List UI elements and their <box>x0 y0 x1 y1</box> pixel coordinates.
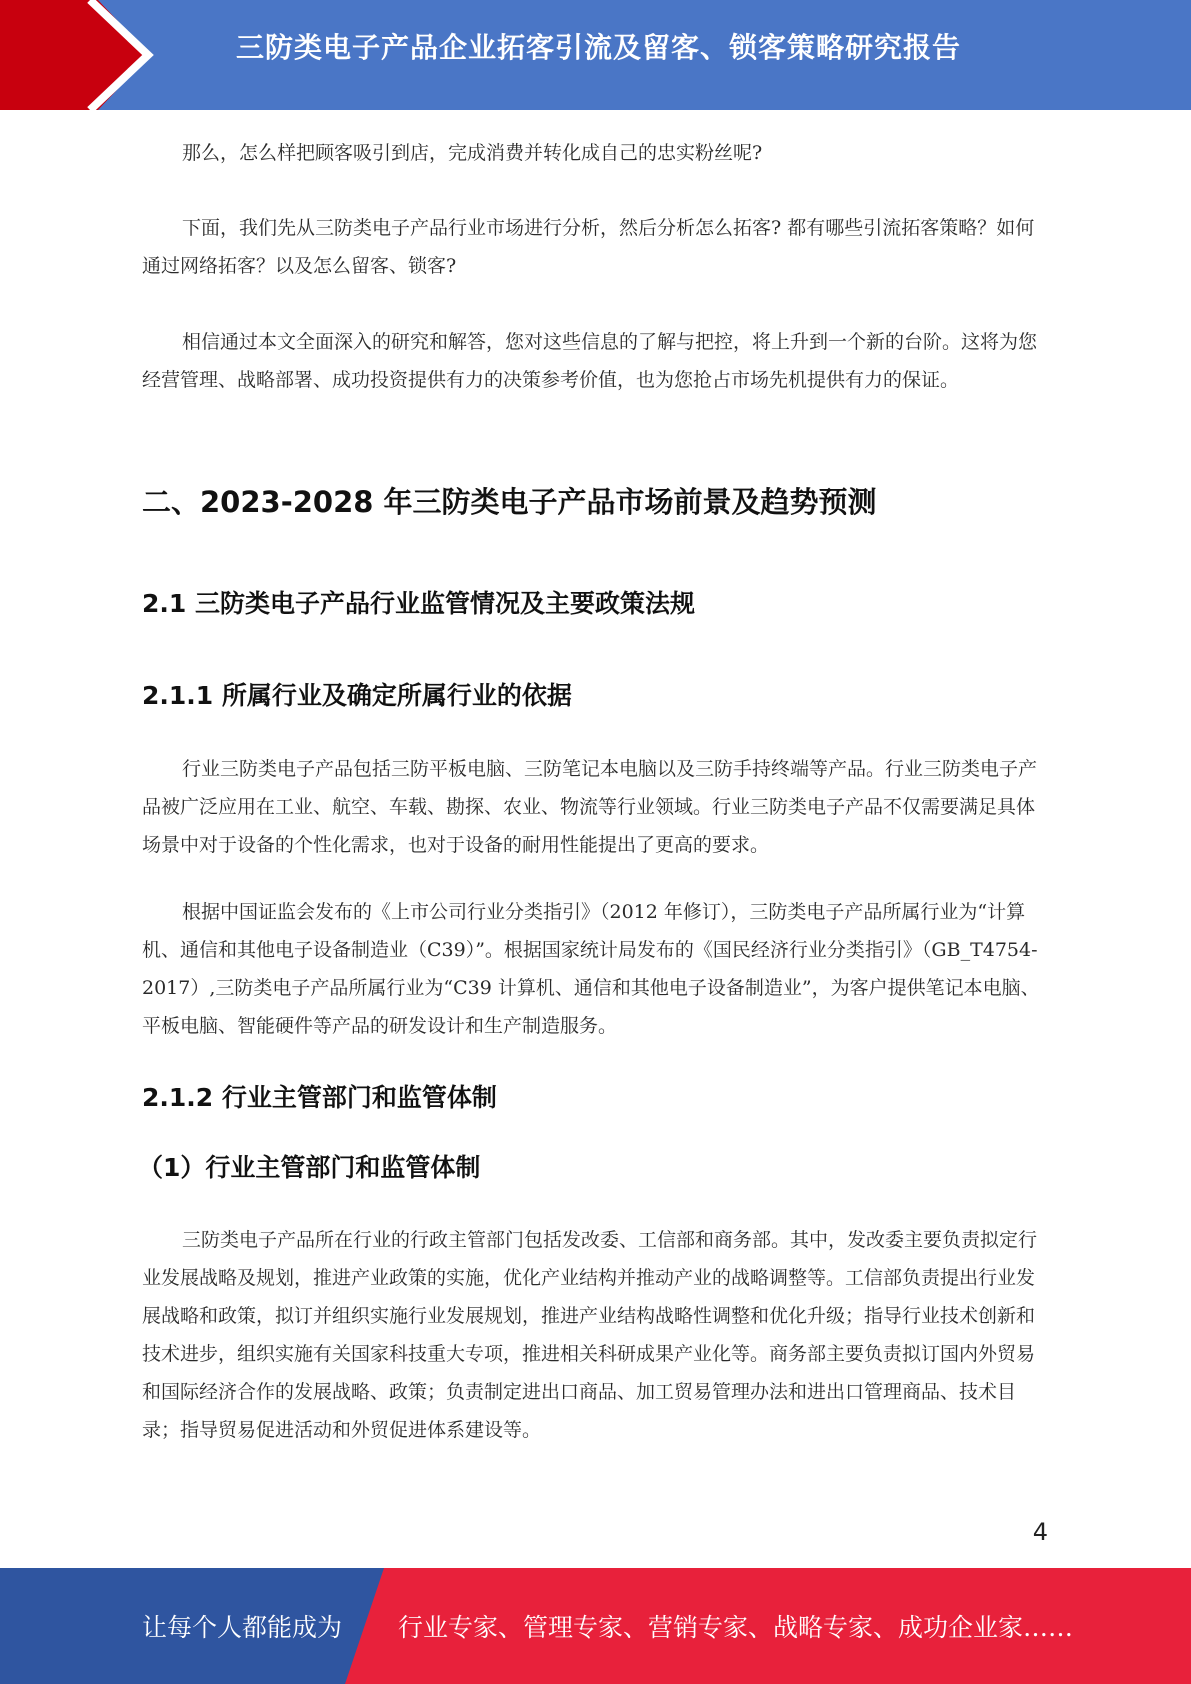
paragraph-value-statement: 相信通过本文全面深入的研究和解答，您对这些信息的了解与把控，将上升到一个新的台阶。这将为您经营管理、战略部署、成功投资提供有力的决策参考价值，也为您抢占市场先机提供有力的保证。 <box>142 331 1038 391</box>
paragraph-regulators: 三防类电子产品所在行业的行政主管部门包括发改委、工信部和商务部。其中，发改委主要负责拟定行业发展战略及规划，推进产业政策的实施，优化产业结构并推动产业的战略调整等。工信部负责提出行业发展战略和政策，拟订并组织实施行业发展规划，推进产业结构战略性调整和优化升级；指导行业技术创新和技术进步，组织实施有关国家科技重大专项，推进相关科研成果产业化等。商务部主要负责拟订国内外贸易和国际经济合作的发展战略、政策；负责制定进出口商品、加工贸易管理办法和进出口管理商品、技术目录；指导贸易促进活动和外贸促进体系建设等。 <box>142 1229 1038 1441</box>
page-number: 4 <box>1032 1518 1048 1546</box>
paragraph-industry-scope: 行业三防类电子产品包括三防平板电脑、三防笔记本电脑以及三防手持终端等产品。行业三防类电子产品被广泛应用在工业、航空、车载、勘探、农业、物流等行业领域。行业三防类电子产品不仅需要满足具体场景中对于设备的个性化需求，也对于设备的耐用性能提出了更高的要求。 <box>142 758 1038 856</box>
page-footer <box>0 1568 1191 1684</box>
section-heading-2-1-2: 2.1.2 行业主管部门和监管体制 <box>142 1083 497 1112</box>
section-heading-2-1: 2.1 三防类电子产品行业监管情况及主要政策法规 <box>142 589 695 618</box>
report-title: 三防类电子产品企业拓客引流及留客、锁客策略研究报告 <box>236 31 962 64</box>
subsection-heading-1: （1）行业主管部门和监管体制 <box>138 1153 481 1182</box>
chapter-heading: 二、2023-2028 年三防类电子产品市场前景及趋势预测 <box>142 485 877 519</box>
paragraph-industry-classification: 根据中国证监会发布的《上市公司行业分类指引》（2012 年修订），三防类电子产品所属行业为“计算机、通信和其他电子设备制造业（C39）”。根据国家统计局发布的《国民经济行业分类指引》（GB_T4754-2017）,三防类电子产品所属行业为“C39 计算机、通信和其他电子设备制造业”，为客户提供笔记本电脑、平板电脑、智能硬件等产品的研发设计和生产制造服务。 <box>142 901 1040 1037</box>
page-header <box>0 0 1191 110</box>
footer-slogan-left: 让每个人都能成为 <box>142 1613 343 1642</box>
paragraph-intro-question: 那么，怎么样把顾客吸引到店，完成消费并转化成自己的忠实粉丝呢? <box>182 142 763 164</box>
footer-slogan-right: 行业专家、管理专家、营销专家、战略专家、成功企业家…… <box>398 1613 1074 1642</box>
paragraph-analysis-plan: 下面，我们先从三防类电子产品行业市场进行分析，然后分析怎么拓客? 都有哪些引流拓客策略？如何通过网络拓客？以及怎么留客、锁客? <box>142 217 1035 277</box>
section-heading-2-1-1: 2.1.1 所属行业及确定所属行业的依据 <box>142 681 572 710</box>
